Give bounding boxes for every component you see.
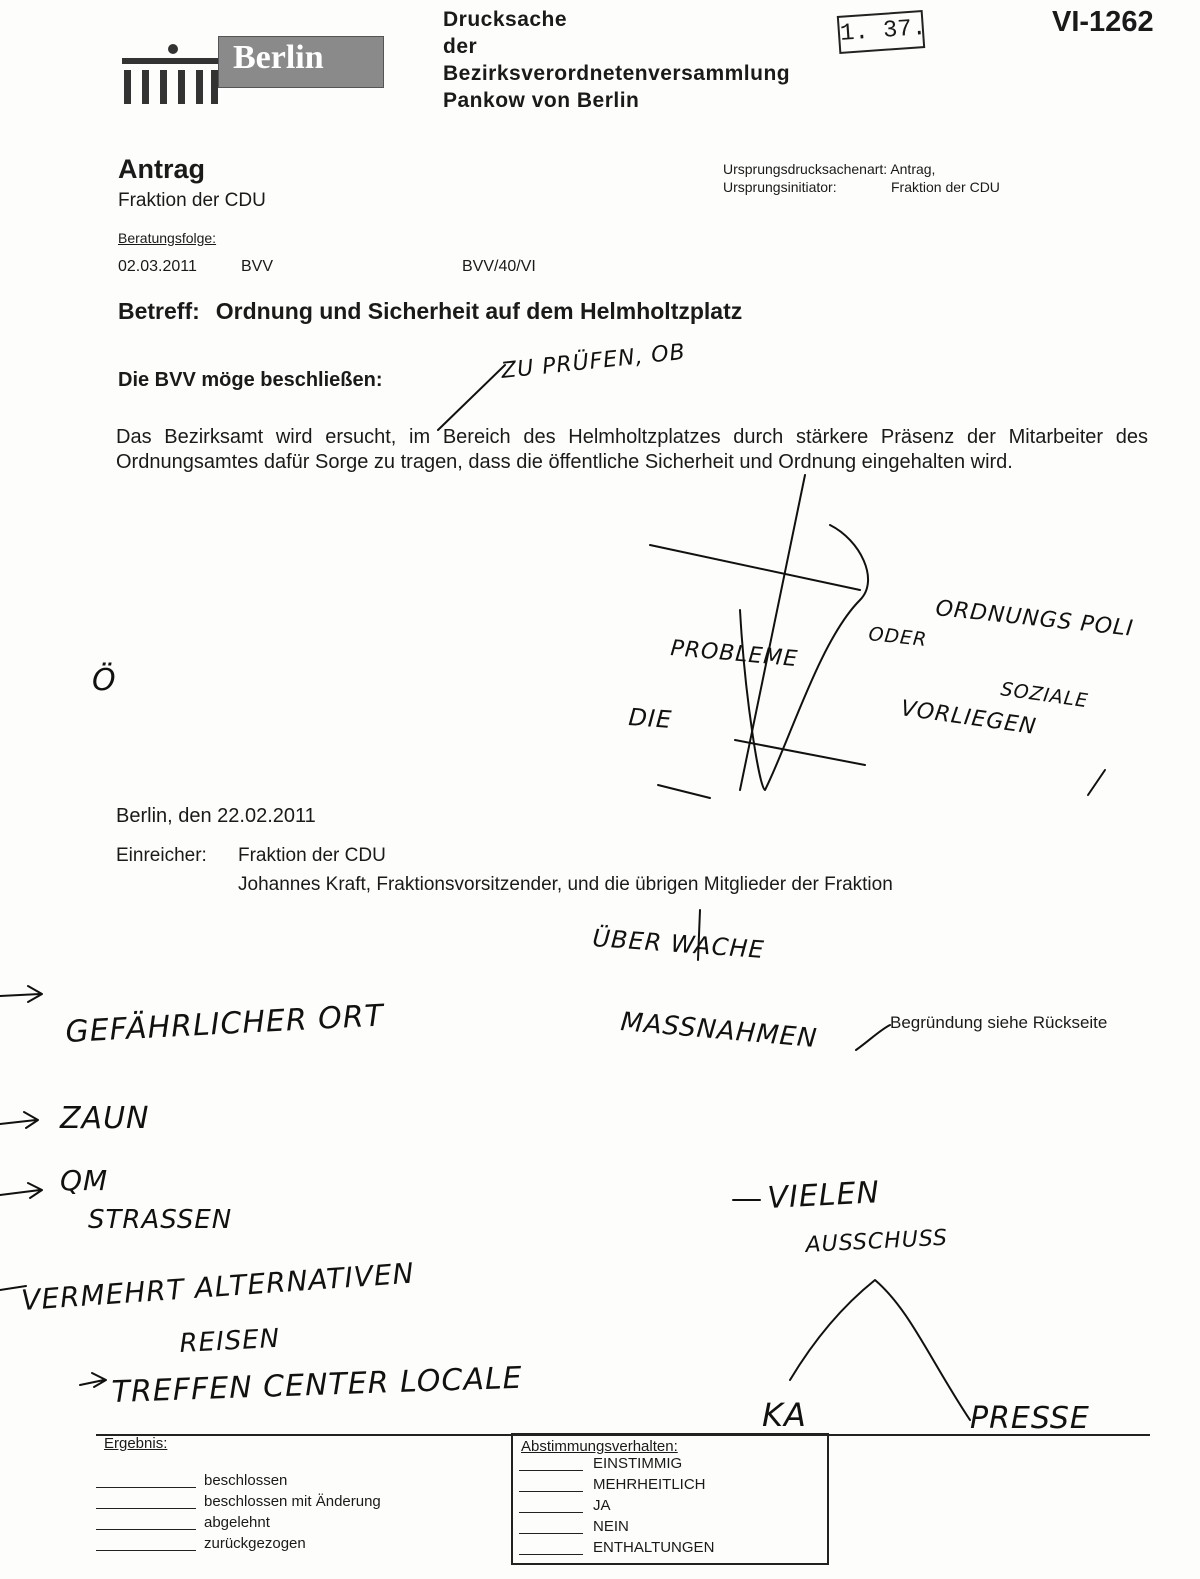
result-option-label: beschlossen bbox=[204, 1472, 288, 1489]
note-oder: ODER bbox=[867, 623, 929, 652]
note-zaun: ZAUN bbox=[60, 1101, 150, 1136]
fill-line bbox=[96, 1550, 196, 1551]
consultation-label: Beratungsfolge: bbox=[118, 230, 217, 246]
subject-text: Ordnung und Sicherheit auf dem Helmholtzplatz bbox=[215, 298, 743, 324]
document-header bbox=[443, 6, 790, 114]
fill-line bbox=[519, 1512, 583, 1513]
header-line-2: der bbox=[443, 35, 478, 58]
note-ueber: ÜBER WACHE bbox=[591, 924, 766, 965]
origin-type-label: Ursprungsdrucksachenart: bbox=[723, 161, 888, 177]
note-qm: QM bbox=[60, 1164, 109, 1197]
origin-type-value: Antrag, bbox=[890, 161, 936, 177]
annotation-stroke bbox=[698, 910, 700, 960]
submitter-label: Einreicher: bbox=[116, 845, 207, 866]
result-option-label: abgelehnt bbox=[204, 1514, 270, 1531]
annotation-strikethrough bbox=[735, 740, 865, 765]
voting-label: Abstimmungsverhalten: bbox=[521, 1438, 678, 1455]
header-line-3: Bezirksverordnetenversammlung bbox=[443, 62, 791, 85]
consultation-date: 02.03.2011 bbox=[118, 258, 197, 275]
note-ka: KA bbox=[762, 1396, 807, 1434]
annotation-strikethrough bbox=[658, 785, 710, 798]
place-date: Berlin, den 22.02.2011 bbox=[116, 805, 316, 827]
subject-label: Betreff: bbox=[118, 298, 200, 324]
party: Fraktion der CDU bbox=[118, 190, 266, 211]
header-line-4: Pankow von Berlin bbox=[443, 89, 640, 112]
margin-mark: Ö bbox=[92, 663, 117, 698]
arrow-icon bbox=[0, 1183, 42, 1198]
annotation-stroke bbox=[740, 475, 805, 790]
voting-option-label: JA bbox=[593, 1497, 611, 1514]
stamp-number: 1. 37. bbox=[837, 10, 925, 54]
note-probleme: PROBLEME bbox=[669, 636, 800, 673]
document-number: VI-1262 bbox=[1052, 6, 1154, 38]
voting-option-label: EINSTIMMIG bbox=[593, 1455, 683, 1472]
result-option-label: beschlossen mit Änderung bbox=[204, 1493, 381, 1510]
result-option-label: zurückgezogen bbox=[204, 1535, 306, 1552]
note-die: DIE bbox=[627, 703, 674, 735]
berlin-logo bbox=[122, 34, 386, 106]
consultation-reference: BVV/40/VI bbox=[462, 258, 536, 275]
note-vermehrt: VERMEHRT ALTERNATIVEN bbox=[20, 1256, 416, 1317]
reasoning-note: Begründung siehe Rückseite bbox=[890, 1013, 1108, 1032]
note-strassen: STRASSEN bbox=[88, 1205, 233, 1235]
voting-option-label: ENTHALTUNGEN bbox=[593, 1539, 715, 1556]
document-type: Antrag bbox=[118, 154, 205, 184]
header-line-1: Drucksache bbox=[443, 8, 568, 31]
annotation-stroke bbox=[1088, 770, 1105, 795]
fill-line bbox=[519, 1470, 583, 1471]
submitter-names: Johannes Kraft, Fraktionsvorsitzender, und die übrigen Mitglieder der Fraktion bbox=[238, 874, 893, 895]
voting-box bbox=[511, 1433, 829, 1565]
arrow-icon bbox=[0, 1112, 38, 1128]
fill-line bbox=[96, 1487, 196, 1488]
resolution-heading: Die BVV möge beschließen: bbox=[118, 369, 383, 391]
note-massnahmen: MASSNAHMEN bbox=[619, 1007, 819, 1055]
submitter-party: Fraktion der CDU bbox=[238, 845, 386, 866]
voting-option-label: MEHRHEITLICH bbox=[593, 1476, 706, 1493]
annotation-strikethrough bbox=[650, 545, 860, 590]
note-ausschuss: AUSSCHUSS bbox=[805, 1225, 949, 1258]
annotation-stroke bbox=[856, 1025, 890, 1050]
fill-line bbox=[96, 1508, 196, 1509]
fill-line bbox=[519, 1491, 583, 1492]
arrow-icon bbox=[0, 1286, 26, 1290]
arrow-icon bbox=[0, 986, 42, 1002]
fill-line bbox=[96, 1529, 196, 1530]
note-ordnung: ORDNUNGS POLI bbox=[934, 596, 1135, 642]
note-vielen: VIELEN bbox=[766, 1175, 881, 1216]
brandenburg-gate-icon bbox=[122, 58, 218, 104]
resolution-text: Das Bezirksamt wird ersucht, im Bereich des Helmholtzplatzes durch stärkere Präsenz der Mitarbeiter des Ordnungsamtes dafür Sorge zu tragen, dass die öffentliche Sicherheit und Ordnung eingehalten wird. bbox=[116, 426, 1148, 473]
note-treffen: TREFFEN CENTER LOCALE bbox=[111, 1360, 524, 1410]
fill-line bbox=[519, 1533, 583, 1534]
arrow-icon bbox=[80, 1373, 106, 1387]
note-top: ZU PRÜFEN, OB bbox=[500, 339, 687, 384]
note-reisen: REISEN bbox=[178, 1323, 281, 1359]
subject-line bbox=[118, 298, 742, 325]
origin-info bbox=[723, 160, 1000, 196]
note-soziale: SOZIALE bbox=[999, 678, 1090, 713]
consultation-body: BVV bbox=[241, 258, 274, 275]
note-vorliegen: VORLIEGEN bbox=[899, 696, 1039, 740]
fill-line bbox=[519, 1554, 583, 1555]
origin-initiator-label: Ursprungsinitiator: bbox=[723, 179, 837, 195]
logo-text: Berlin bbox=[233, 39, 324, 76]
logo-plate bbox=[218, 36, 384, 88]
result-label: Ergebnis: bbox=[104, 1435, 168, 1452]
annotation-stroke bbox=[438, 365, 505, 430]
origin-initiator-value: Fraktion der CDU bbox=[891, 179, 1000, 195]
note-gefaehrlich: GEFÄHRLICHER ORT bbox=[64, 998, 385, 1050]
note-presse: PRESSE bbox=[970, 1401, 1090, 1436]
voting-option-label: NEIN bbox=[593, 1518, 629, 1535]
annotation-stroke bbox=[790, 1280, 970, 1420]
annotation-stroke bbox=[740, 525, 868, 790]
